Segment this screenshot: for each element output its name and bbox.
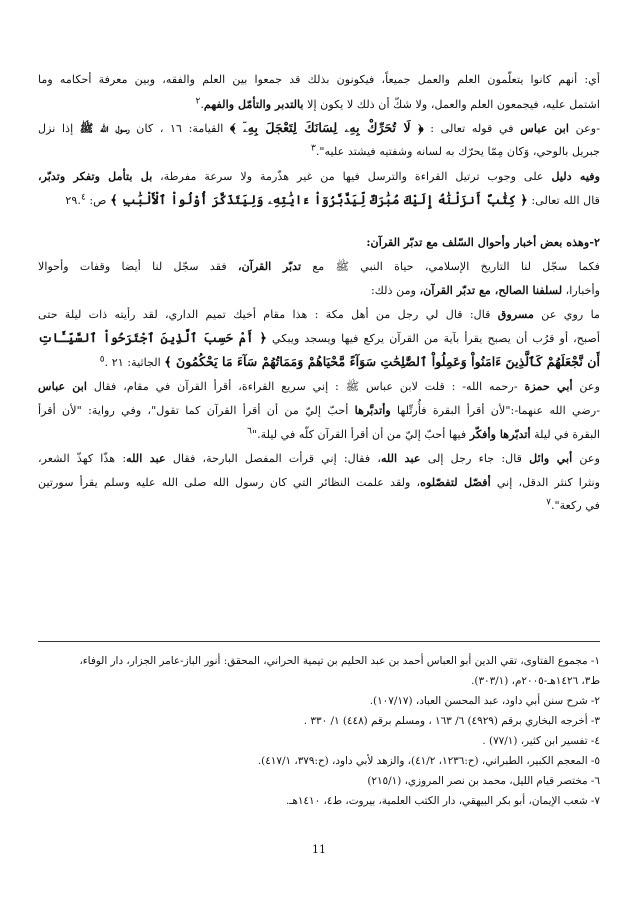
narrator-name: عبد الله — [380, 451, 421, 465]
footnote-separator — [38, 641, 600, 642]
paragraph-5-line-1 — [38, 302, 600, 326]
page-number: 11 — [312, 843, 326, 856]
text-run: فقد سجّل لنا أيضا وقفات وأحوالا — [38, 260, 238, 273]
paragraph-3-line-1 — [38, 164, 600, 188]
paragraph-6-line-1 — [38, 374, 600, 398]
bold-phrase: أتدبّرها وأفكّر — [469, 427, 531, 441]
text-run: وعن — [572, 452, 600, 465]
text-run: ، فقال: إني قرأت المفصل البارحة، فقال — [165, 452, 381, 465]
footnote-ref: ٢ — [195, 96, 201, 107]
footnote-ref: ٥ — [99, 354, 105, 365]
text-run: ومن ذلك: — [370, 284, 420, 297]
text-run: جبريل بالوحي، وَكان مِمّا يحرّك به لسانه وشفتيه فيشتد عليه". — [315, 145, 600, 158]
verse-reference: ص: ٢٩. — [65, 194, 111, 207]
footnote-6: ٦- مختصر قيام الليل، محمد بن نصر المروزي، (٢١٥/١) — [367, 775, 600, 787]
text-run: وعن — [572, 380, 600, 393]
paragraph-6-line-3 — [38, 422, 600, 446]
text-run: على وجوب ترتيل القراءة والترسل فيها من غير هذّرمة ولا سرعة مفرطة، — [152, 170, 552, 183]
paragraph-4-line-2 — [38, 278, 600, 302]
paragraph-1-line-1 — [38, 68, 600, 92]
footnote-ref: ٧ — [546, 497, 551, 508]
footnote-ref: ٦ — [247, 426, 252, 437]
text-run: إذا نزل — [38, 122, 80, 135]
paragraph-7-line-2 — [38, 470, 600, 494]
footnotes — [38, 651, 600, 811]
bold-phrase: أفصّل لتفصّلوه — [420, 475, 491, 489]
paragraph-7-line-1 — [38, 446, 600, 470]
heading-text: ٢-وهذه بعض أخبار وأحوال السّلف مع تدبّر القرآن: — [366, 235, 600, 249]
main-text — [38, 68, 600, 518]
narrator-name: ابن عباس — [38, 379, 88, 393]
bold-phrase: وأتدبَّرها — [354, 403, 391, 417]
text-run: فيها أحبّ إليّ من أن أقرأ القرآن كلّه في ليلة." — [251, 428, 470, 441]
text-run: في قوله تعالى : — [423, 122, 521, 135]
text-run: . — [200, 98, 204, 111]
paragraph-4-line-1 — [38, 254, 600, 278]
narrator-name: ابن عباس — [520, 121, 570, 135]
text-run: فكما سجّل لنا التاريخ الإسلامي، حياة النبي ﷺ مع — [301, 260, 600, 273]
text-run: قال الله تعالى: — [527, 194, 600, 207]
footnote-5: ٥- المعجم الكبير، الطبراني، (ح:١٢٣٦، ٤١/٢)، والزهد لأبي داود، (ح:٣٧٩، ٤١٧/١). — [257, 755, 600, 767]
text-run: ما روي عن — [534, 308, 600, 321]
footnote-2: ٢- شرح سنن أبي داود، عبد المحسن العباد، (١٠٧/١٧). — [369, 695, 600, 707]
narrator-name: مسروق — [497, 307, 535, 321]
bold-phrase: تدبّر القرآن، — [237, 259, 302, 273]
quran-verse: ﴿ لَا تُحَرِّكْ بِهِۦ لِسَانَكَ لِتَعْجَلَ بِهِۦٓ ﴾ — [229, 120, 424, 135]
footnote-ref: ٣ — [310, 143, 316, 154]
paragraph-6-line-2 — [38, 398, 600, 422]
bold-phrase: بالتدبر والتأمّل والفهم — [203, 97, 304, 111]
paragraph-2-line-1 — [38, 116, 600, 140]
verse-reference: الجاثية: ٢١ . — [104, 356, 165, 369]
verse-reference: القيامة: ١٦ ، كان — [129, 122, 230, 135]
footnote-7: ٧- شعب الإيمان، أبو بكر البيهقي، دار الكتب العلمية، بيروت، ط٤، ١٤١٠هـ. — [286, 795, 600, 807]
text-run: اشتمل عليه، فيجمعون العلم والعمل، ولا شكّ أن ذلك لا يكون إلا — [303, 98, 600, 111]
narrator-name: أبي حمزة — [524, 379, 573, 393]
quran-verse: أَن نَّجْعَلَهُمْ كَٱلَّذِينَ ءَامَنُواْ وَعَمِلُواْ ٱلصَّٰلِحَٰتِ سَوَآءً مَّحْيَاهُمْ وَمَمَاتُهُمْ سَآءَ مَا يَحْكُمُونَ ﴾ — [164, 354, 600, 369]
quran-verse: ﴿ أَمْ حَسِبَ ٱلَّذِينَ ٱجْتَرَحُواْ ٱلسَّيِّـَٔاتِ — [38, 330, 267, 345]
footnote-3: ٣- أخرجه البخاري برقم (٤٩٢٩) ٦/ ١٦٣ ، ومسلم برقم (٤٤٨) ١/ ٣٣٠ . — [303, 715, 600, 727]
text-run: قال: قال لي رجل من أهل مكة : هذا مقام أخيك تميم الداري، لقد رأيته ذات ليلة حتى — [38, 308, 498, 321]
quran-verse: ﴿ كِتَٰبٌ أَنزَلْنَٰهُ إِلَيْكَ مُبَٰرَكٌ لِّيَدَّبَّرُوٓاْ ءَايَٰتِهِۦ وَلِيَتَذَكَّرَ أُوْلُواْ ٱلْأَلْبَٰبِ ﴾ — [110, 192, 528, 207]
footnote-1: ١- مجموع الفتاوى، تقي الدين أبو العباس أحمد بن عبد الحليم بن تيمية الحراني، المحقق: أنور الباز-عامر الجزار، دار الوفاء، — [79, 655, 600, 667]
bold-phrase: لسلفنا الصالح، مع تدبّر القرآن، — [419, 283, 563, 297]
narrator-name: أبي وائل — [529, 451, 573, 465]
footnote-ref: ٤ — [80, 192, 86, 203]
paragraph-5-line-3 — [38, 350, 600, 374]
bold-phrase: وفيه دليل — [551, 169, 600, 183]
bold-phrase: بل بتأمل وتفكر وتدبّر، — [38, 169, 153, 183]
text-run: أي: أنهم كانوا يتعلّمون العلم والعمل جميعاً، فيكونون بذلك قد جمعوا بين العلم والفقه، وبين معرفة أحكامه وما — [38, 73, 600, 86]
footnote-1-continuation: ط٣، ١٤٢٦هـ-٢٠٠٥م، (٣٠٣/١). — [471, 675, 600, 687]
paragraph-7-line-3 — [38, 494, 600, 518]
narrator-name: عبد الله — [126, 451, 166, 465]
text-run: في ركعة". — [550, 499, 600, 512]
text-run: ونثرا كنثر الدقل، إني — [490, 476, 600, 489]
text-run: -رضي الله عنهما-:"لأن أقرأ البقرة فأُرتِّلها — [390, 404, 600, 417]
text-run: -وعن — [569, 122, 600, 135]
footnote-4: ٤- تفسير ابن كثير، (٧٧/١) . — [482, 735, 600, 747]
text-run: قال: جاء رجل إلى — [420, 452, 530, 465]
text-run: : هذّا كهذّ الشعر، — [38, 452, 127, 465]
prophet-name: رسول الله ﷺ — [79, 121, 130, 135]
text-run: البقرة في ليلة — [530, 428, 600, 441]
paragraph-3-line-2 — [38, 188, 600, 212]
text-run: -رحمه الله- : قلت لابن عباس ﷺ : إني سريع القراءة، أقرأ القرآن في مقام، فقال — [87, 380, 525, 393]
paragraph-5-line-2 — [38, 326, 600, 350]
paragraph-2-line-2 — [38, 140, 600, 164]
section-heading — [38, 230, 600, 254]
text-run: أحبّ إليّ من أن أقرأ القرآن كما تقول"، وفي رواية: "لأن أقرأ — [38, 404, 355, 417]
text-run: وأخبارا، — [562, 284, 600, 297]
text-run: ، ولقد علمت النظائر التي كان رسول الله صلى الله عليه وسلم يقرأ سورتين — [38, 476, 421, 489]
text-run: أصبح، أو قرُب أن يصبح يقرأ بآية من القرآن يركع فيها ويسجد ويبكي — [266, 332, 600, 345]
paragraph-1-line-2 — [38, 92, 600, 116]
